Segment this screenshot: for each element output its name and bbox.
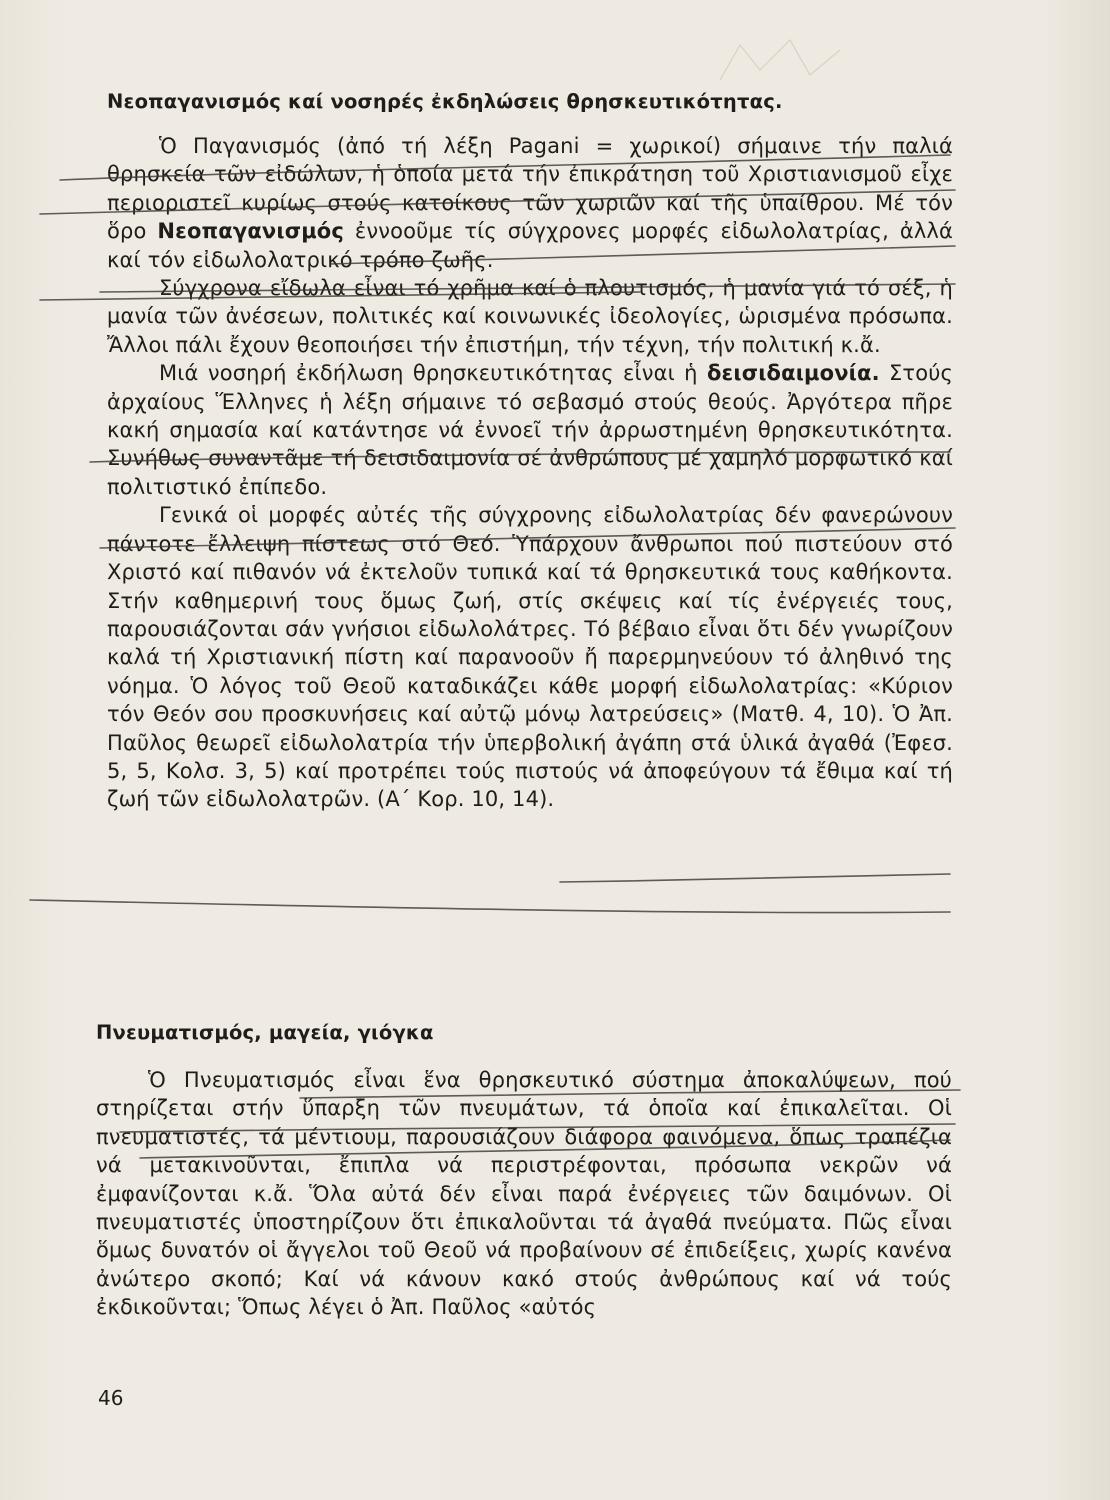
section-body-neopaganism	[107, 132, 953, 814]
pen-underline	[560, 874, 950, 882]
paragraph	[107, 359, 953, 501]
paragraph-text: Στούς ἀρχαίους Ἕλληνες ἡ λέξη σήμαινε τό σεβασμό στούς θεούς. Ἀργότερα πῆρε κακή σημασία καί κατάντησε νά ἐννοεῖ τήν ἀρρωστημένη θρησκευτικότητα. Συνήθως συναντᾶμε τή δεισιδαιμονία σέ ἀνθρώπους μέ χαμηλό μορφωτικό καί πολιτιστικό ἐπίπεδο.	[107, 361, 953, 499]
faint-signature	[720, 40, 840, 80]
paragraph	[107, 132, 953, 274]
pen-underline	[30, 900, 950, 913]
paragraph-text: Ὁ Παγανισμός (ἀπό τή λέξη Pagani = χωρικοί) σήμαινε τήν παλιά θρησκεία τῶν εἰδώλων, ἡ ὁποία μετά τήν ἐπικράτηση τοῦ Χριστιανισμοῦ εἶχε περιοριστεῖ κυρίως στούς κατοίκους τῶν χωριῶν καί τῆς ὑπαίθρου. Μέ τόν ὅρο	[107, 134, 953, 244]
paragraph-text: Μιά νοσηρή ἐκδήλωση θρησκευτικότητας εἶναι ἡ	[159, 361, 707, 386]
section-body-spiritism	[96, 1066, 952, 1322]
paragraph: Ὁ Πνευματισμός εἶναι ἕνα θρησκευτικό σύστημα ἀποκαλύψεων, πού στηρίζεται στήν ὕπαρξη τῶν πνευμάτων, τά ὁποῖα καί ἐπικαλεῖται. Οἱ πνευματιστές, τά μέντιουμ, παρουσιάζουν διάφορα φαινόμενα, ὅπως τραπέζια νά μετακινοῦνται, ἔπιπλα νά περιστρέφονται, πρόσωπα νεκρῶν νά ἐμφανίζονται κ.ἄ. Ὅλα αὐτά δέν εἶναι παρά ἐνέργειες τῶν δαιμόνων. Οἱ πνευματιστές ὑποστηρίζουν ὅτι ἐπικαλοῦνται τά ἀγαθά πνεύματα. Πῶς εἶναι ὅμως δυνατόν οἱ ἄγγελοι τοῦ Θεοῦ νά προβαίνουν σέ ἐπιδείξεις, χωρίς κανένα ἀνώτερο σκοπό; Καί νά κάνουν κακό στούς ἀνθρώπους καί νά τούς ἐκδικοῦνται; Ὅπως λέγει ὁ Ἀπ. Παῦλος «αὐτός	[96, 1068, 952, 1320]
page-number: 46	[98, 1386, 124, 1410]
paragraph: Σύγχρονα εἴδωλα εἶναι τό χρῆμα καί ὁ πλουτισμός, ἡ μανία γιά τό σέξ, ἡ μανία τῶν ἀνέσεων, πολιτικές καί κοινωνικές ἰδεολογίες, ὡρισμένα πρόσωπα. Ἄλλοι πάλι ἔχουν θεοποιήσει τήν ἐπιστήμη, τήν τέχνη, τήν πολιτική κ.ἄ.	[107, 276, 953, 357]
paragraph: Γενικά οἱ μορφές αὐτές τῆς σύγχρονης εἰδωλολατρίας δέν φανερώνουν πάντοτε ἔλλειψη πίστεως στό Θεό. Ὑπάρχουν ἄνθρωποι πού πιστεύουν στό Χριστό καί πιθανόν νά ἐκτελοῦν τυπικά καί τά θρησκευτικά τους καθήκοντα. Στήν καθημερινή τους ὅμως ζωή, στίς σκέψεις καί τίς ἐνέργειές τους, παρουσιάζονται σάν γνήσιοι εἰδωλολάτρες. Τό βέβαιο εἶναι ὅτι δέν γνωρίζουν καλά τή Χριστιανική πίστη καί παρανοοῦν ἤ παρερμηνεύουν τό ἀληθινό της νόημα. Ὁ λόγος τοῦ Θεοῦ καταδικάζει κάθε μορφή εἰδωλολατρίας: «Κύριον τόν Θεόν σου προσκυνήσεις καί αὐτῷ μόνῳ λατρεύσεις» (Ματθ. 4, 10). Ὁ Ἀπ. Παῦλος θεωρεῖ εἰδωλολατρία τήν ὑπερβολική ἀγάπη στά ὑλικά ἀγαθά (Ἐφεσ. 5, 5, Κολσ. 3, 5) καί προτρέπει τούς πιστούς νά ἀποφεύγουν τά ἔθιμα καί τή ζωή τῶν εἰδωλολατρῶν. (Α΄ Κορ. 10, 14).	[107, 503, 953, 812]
paragraph-text: ἐννοοῦμε τίς σύγχρονες μορφές εἰδωλολατρίας, ἀλλά καί τόν εἰδωλολατρικό τρόπο ζωῆς.	[107, 219, 953, 272]
term-superstition: δεισιδαιμονία.	[706, 361, 880, 386]
section-heading-neopaganism: Νεοπαγανισμός καί νοσηρές ἐκδηλώσεις θρησκευτικότητας.	[107, 90, 783, 113]
section-heading-spiritism: Πνευματισμός, μαγεία, γιόγκα	[96, 1021, 434, 1044]
term-neopaganism: Νεοπαγανισμός	[157, 219, 344, 244]
